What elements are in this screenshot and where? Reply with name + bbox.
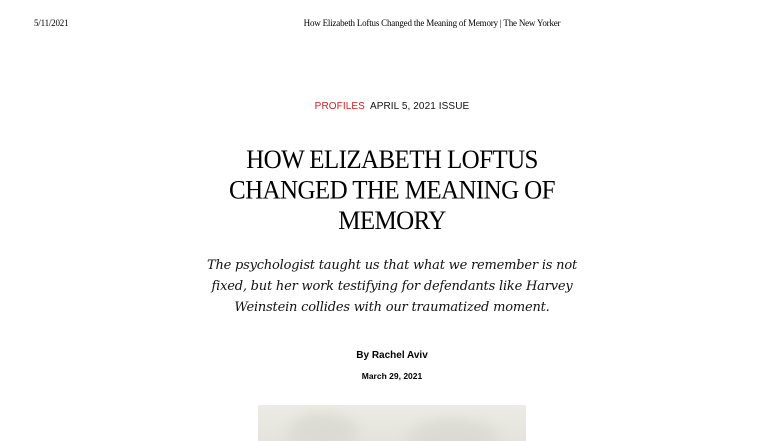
article-dek [200,255,584,318]
print-header [0,18,784,32]
print-page-title: How Elizabeth Loftus Changed the Meaning of Memory | The New Yorker [303,18,561,28]
issue-link[interactable]: APRIL 5, 2021 ISSUE [369,101,470,112]
section-link[interactable]: PROFILES [314,101,365,112]
image-tone [408,419,498,441]
dek-line: Weinstein collides with our traumatized moment. [234,300,550,315]
byline [0,350,784,361]
headline-line: CHANGED THE MEANING OF [229,176,555,205]
byline-prefix: By [356,350,370,361]
article-headline [192,145,592,236]
dek-line: The psychologist taught us that what we remember is not [206,258,578,273]
headline-line: HOW ELIZABETH LOFTUS [246,146,538,175]
headline-line: MEMORY [338,206,446,236]
print-date: 5/11/2021 [34,18,69,28]
article-rubric [0,101,784,112]
author-link[interactable]: Rachel Aviv [371,350,428,361]
image-tone [288,413,358,441]
dek-line: fixed, but her work testifying for defendants like Harvey [211,279,573,294]
lead-image [258,405,526,441]
publish-date: March 29, 2021 [361,371,423,381]
